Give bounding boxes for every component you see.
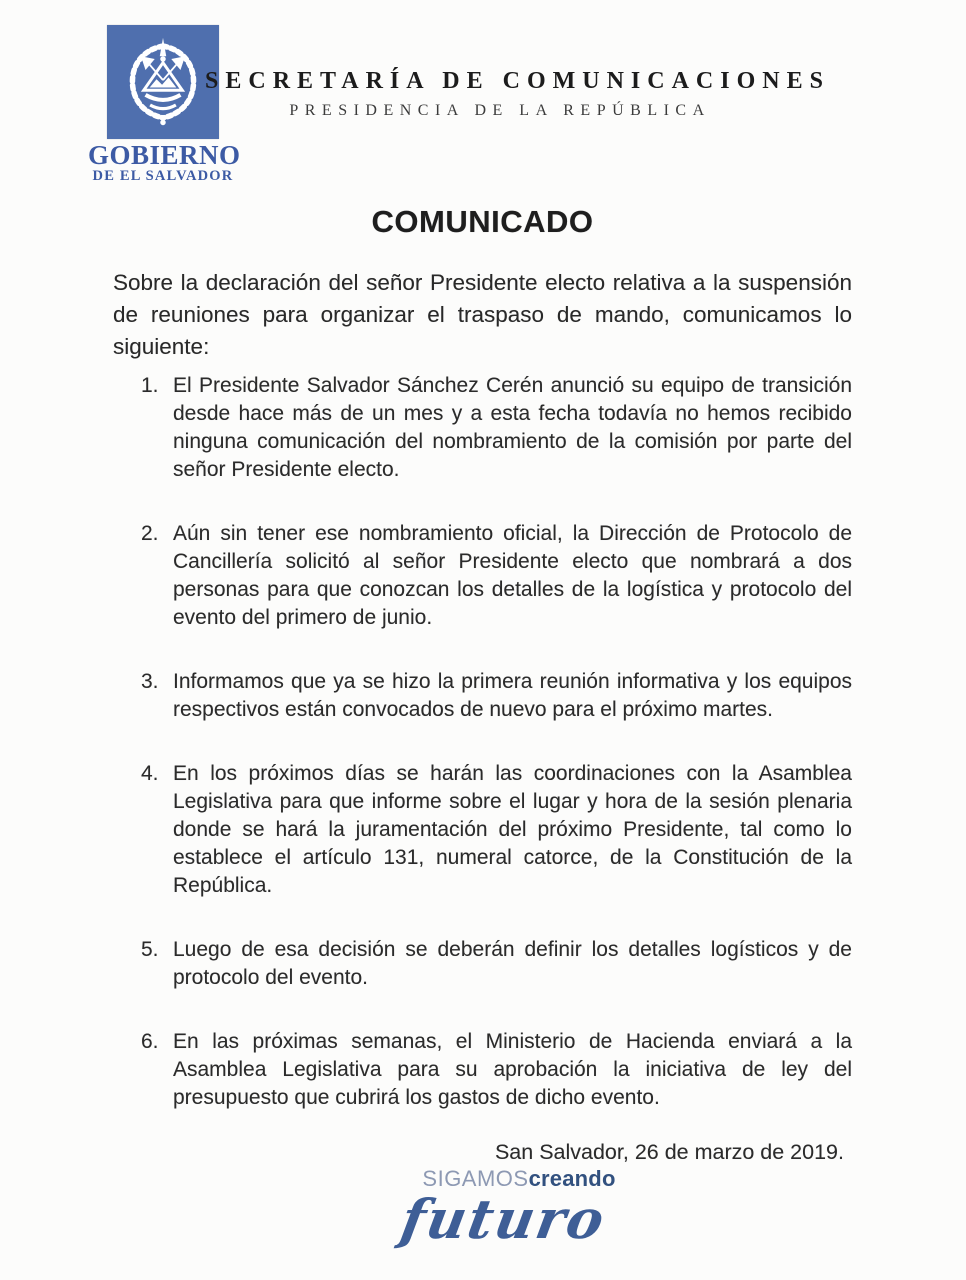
list-item-text: Aún sin tener ese nombramiento oficial, la Dirección de Protocolo de Cancillería solicitó al señor Presidente electo que nombrará a dos personas para que conozcan los detalles de la logística y protocolo del evento del primero de junio. [173, 522, 852, 629]
list-item-number: 4. [141, 762, 159, 785]
sigamos-creando-futuro-logo [36, 1166, 966, 1251]
document-body [113, 0, 852, 1165]
letterhead-secretaria: SECRETARÍA DE COMUNICACIONES [205, 68, 830, 94]
brand-sigamos-text: SIGAMOS [422, 1166, 529, 1191]
brand-futuro-script: futuro [396, 1187, 612, 1251]
list-item-text: El Presidente Salvador Sánchez Cerén anunció su equipo de transición desde hace más de un mes y a esta fecha todavía no hemos recibido ninguna comunicación del nombramiento de la comisión por parte del señor Presidente electo. [173, 374, 852, 481]
brand-creando-text: creando [528, 1166, 616, 1191]
list-item [113, 520, 852, 632]
list-item-number: 6. [141, 1030, 159, 1053]
document-title: COMUNICADO [371, 204, 594, 239]
list-item [113, 760, 852, 900]
list-item [113, 372, 852, 484]
list-item-number: 5. [141, 938, 159, 961]
list-item-number: 2. [141, 522, 159, 545]
logo-gobierno-text: GOBIERNO [88, 140, 241, 170]
list-item [113, 936, 852, 992]
letterhead-presidencia: PRESIDENCIA DE LA REPÚBLICA [289, 102, 711, 119]
list-item-text: En las próximas semanas, el Ministerio de Hacienda enviará a la Asamblea Legislativa para su aprobación la iniciativa de ley del presupuesto que cubrirá los gastos de dicho evento. [173, 1030, 852, 1109]
numbered-list [113, 372, 852, 1112]
list-item [113, 668, 852, 724]
list-item-text: En los próximos días se harán las coordinaciones con la Asamblea Legislativa para que informe sobre el lugar y hora de la sesión plenaria donde se hará la juramentación del próximo Presidente, tal como lo establece el artículo 131, numeral catorce, de la Constitución de la República. [173, 762, 852, 897]
list-item-text: Luego de esa decisión se deberán definir los detalles logísticos y de protocolo del evento. [173, 938, 852, 989]
list-item-text: Informamos que ya se hizo la primera reunión informativa y los equipos respectivos están convocados de nuevo para el próximo martes. [173, 670, 852, 721]
intro-paragraph: Sobre la declaración del señor Presidente electo relativa a la suspensión de reuniones para organizar el traspaso de mando, comunicamos lo siguiente: [113, 270, 852, 359]
dateline: San Salvador, 26 de marzo de 2019. [494, 1140, 844, 1164]
list-item [113, 1028, 852, 1112]
logo-de-el-salvador-text: DE EL SALVADOR [92, 168, 234, 184]
list-item-number: 1. [141, 374, 159, 397]
list-item-number: 3. [141, 670, 159, 693]
